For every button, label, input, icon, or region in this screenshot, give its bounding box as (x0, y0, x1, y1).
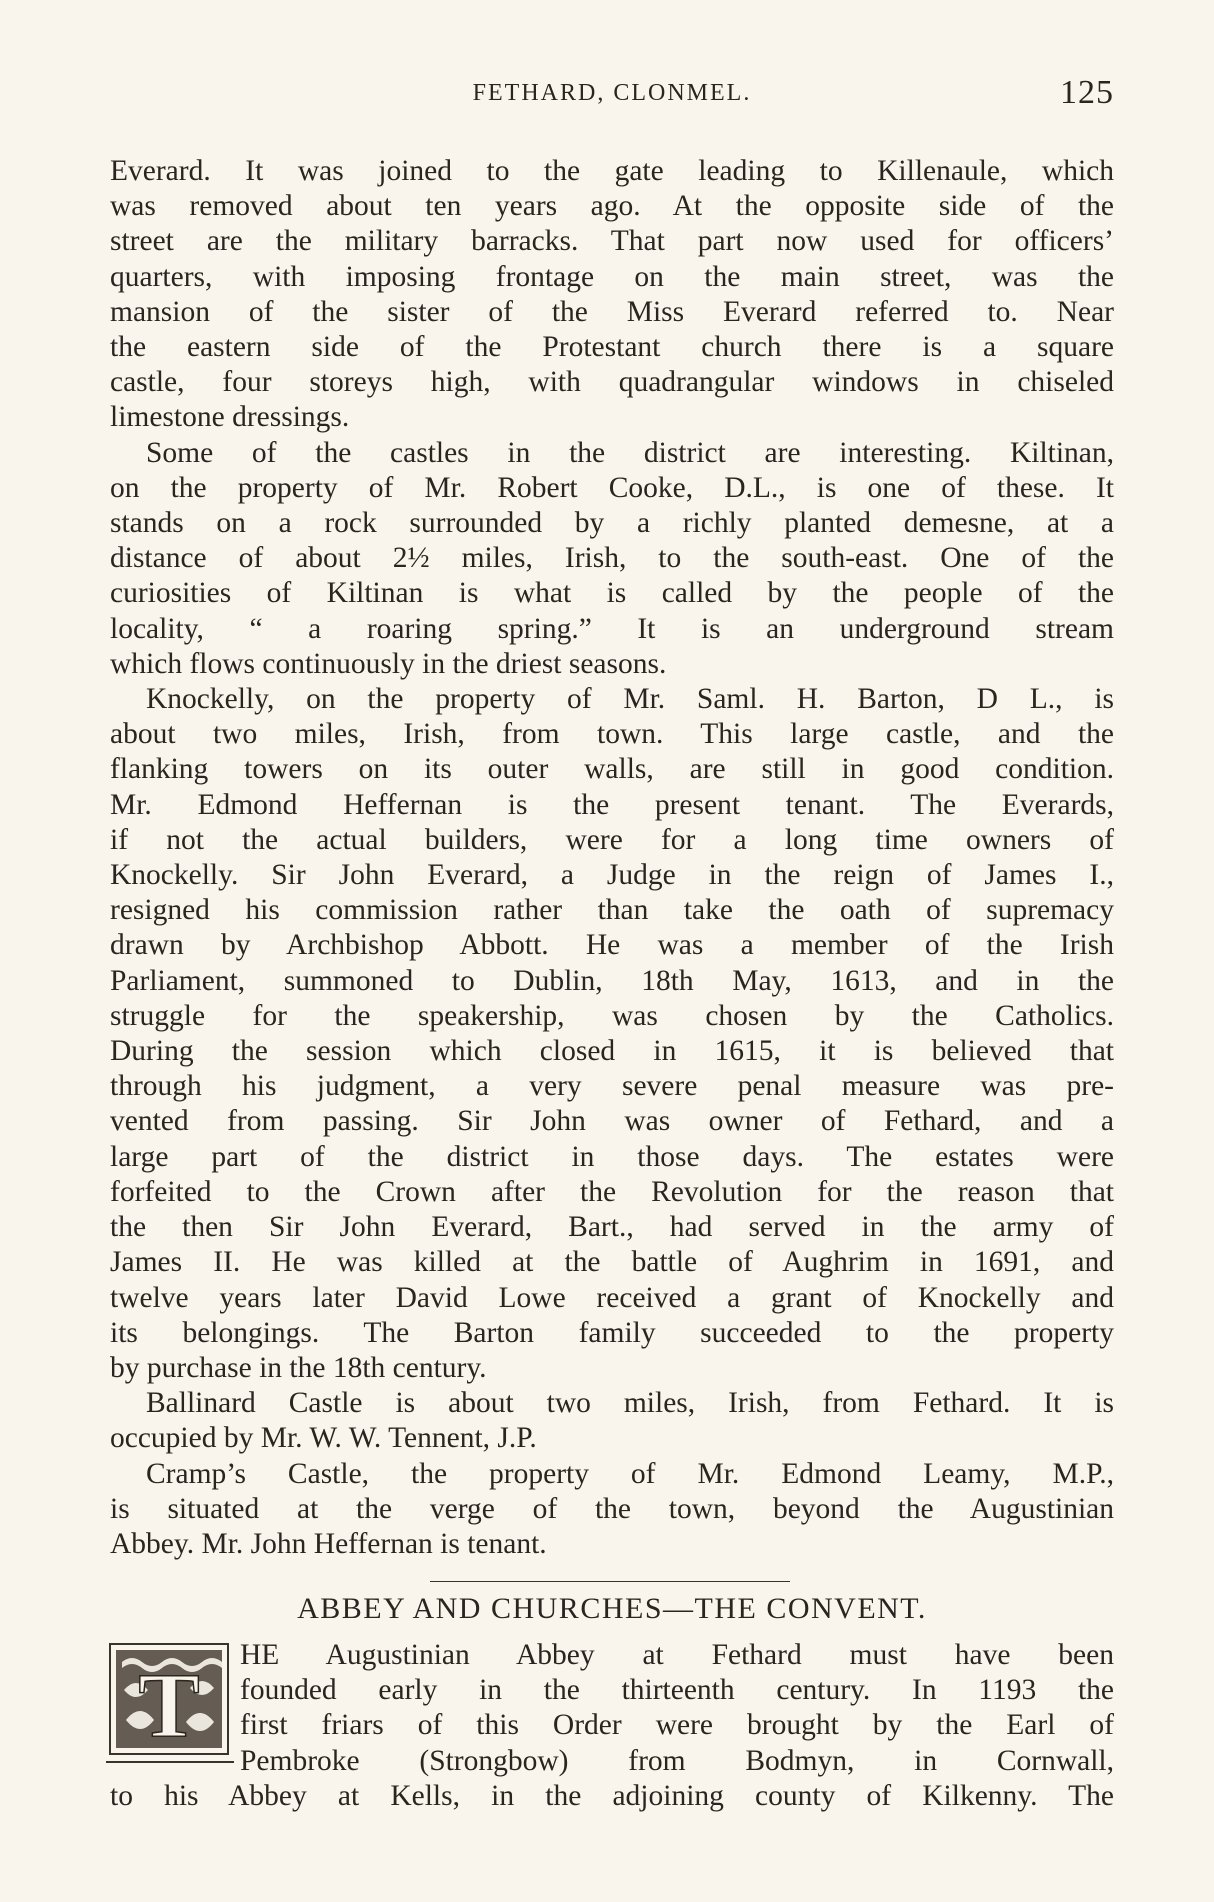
text-line: first friars of this Order were brought by the Earl of (240, 1709, 1114, 1742)
text-line: on the property of Mr. Robert Cooke, D.L., is one of these. It (110, 471, 1114, 504)
text-line: is situated at the verge of the town, beyond the Augustinian (110, 1492, 1114, 1525)
text-line: During the session which closed in 1615, it is believed that (110, 1035, 1114, 1068)
text-line: HE Augustinian Abbey at Fethard must have been (240, 1639, 1114, 1671)
text-line: flanking towers on its outer walls, are still in good condition. (110, 753, 1114, 786)
body-text (110, 154, 1114, 1562)
text-line: Cramp’s Castle, the property of Mr. Edmond Leamy, M.P., (146, 1457, 1114, 1490)
text-line: James II. He was killed at the battle of Aughrim in 1691, and (110, 1246, 1114, 1279)
text-line: to his Abbey at Kells, in the adjoining county of Kilkenny. The (110, 1780, 1114, 1812)
text-line: the eastern side of the Protestant church there is a square (110, 331, 1114, 364)
text-line: Pembroke (Strongbow) from Bodmyn, in Cornwall, (240, 1744, 1114, 1777)
ornamental-dropcap (106, 1640, 236, 1768)
text-line: founded early in the thirteenth century. In 1193 the (240, 1674, 1114, 1707)
section-rule (430, 1581, 790, 1582)
text-line: Parliament, summoned to Dublin, 18th May, 1613, and in the (110, 964, 1114, 997)
text-line: by purchase in the 18th century. (110, 1351, 487, 1384)
text-line: distance of about 2½ miles, Irish, to the south-east. One of the (110, 542, 1114, 575)
text-line: twelve years later David Lowe received a grant of Knockelly and (110, 1281, 1114, 1314)
text-line: Knockelly, on the property of Mr. Saml. H. Barton, D L., is (146, 683, 1114, 716)
text-line: struggle for the speakership, was chosen by the Catholics. (110, 999, 1114, 1032)
text-line: stands on a rock surrounded by a richly planted demesne, at a (110, 507, 1114, 540)
text-line: mansion of the sister of the Miss Everard referred to. Near (110, 295, 1114, 328)
text-line: Mr. Edmond Heffernan is the present tenant. The Everards, (110, 788, 1114, 821)
text-line: if not the actual builders, were for a long time owners of (110, 823, 1114, 856)
text-line: Some of the castles in the district are interesting. Kiltinan, (146, 436, 1114, 469)
page-number: 125 (1060, 74, 1114, 111)
text-line: curiosities of Kiltinan is what is called by the people of the (110, 577, 1114, 610)
text-line: was removed about ten years ago. At the opposite side of the (110, 190, 1114, 223)
text-line: Ballinard Castle is about two miles, Irish, from Fethard. It is (146, 1387, 1114, 1420)
text-line: Knockelly. Sir John Everard, a Judge in the reign of James I., (110, 859, 1114, 892)
text-line: occupied by Mr. W. W. Tennent, J.P. (110, 1422, 537, 1455)
section-heading: ABBEY AND CHURCHES—THE CONVENT. (297, 1592, 927, 1625)
text-line: its belongings. The Barton family succeeded to the property (110, 1316, 1114, 1349)
text-line: the then Sir John Everard, Bart., had served in the army of (110, 1211, 1114, 1244)
running-head (110, 74, 1114, 114)
text-line: drawn by Archbishop Abbott. He was a member of the Irish (110, 929, 1114, 962)
text-line: castle, four storeys high, with quadrangular windows in chiseled (110, 366, 1114, 399)
text-line: resigned his commission rather than take the oath of supremacy (110, 894, 1114, 927)
text-line: limestone dressings. (110, 401, 350, 434)
section-opening (240, 1638, 1114, 1779)
text-line: Abbey. Mr. John Heffernan is tenant. (110, 1527, 547, 1560)
text-line: locality, “ a roaring spring.” It is an underground stream (110, 612, 1114, 645)
text-line: forfeited to the Crown after the Revolution for the reason that (110, 1175, 1114, 1208)
running-title: FETHARD, CLONMEL. (472, 80, 752, 106)
text-line: about two miles, Irish, from town. This large castle, and the (110, 718, 1114, 751)
section-continuation (110, 1779, 1114, 1814)
text-line: vented from passing. Sir John was owner of Fethard, and a (110, 1105, 1114, 1138)
text-line: which flows continuously in the driest seasons. (110, 647, 667, 680)
text-line: large part of the district in those days. The estates were (110, 1140, 1114, 1173)
text-line: through his judgment, a very severe penal measure was pre- (110, 1070, 1114, 1103)
text-line: Everard. It was joined to the gate leading to Killenaule, which (110, 155, 1114, 187)
dropcap-letter: T (138, 1654, 200, 1756)
text-line: street are the military barracks. That part now used for officers’ (110, 225, 1114, 258)
text-line: quarters, with imposing frontage on the main street, was the (110, 260, 1114, 293)
